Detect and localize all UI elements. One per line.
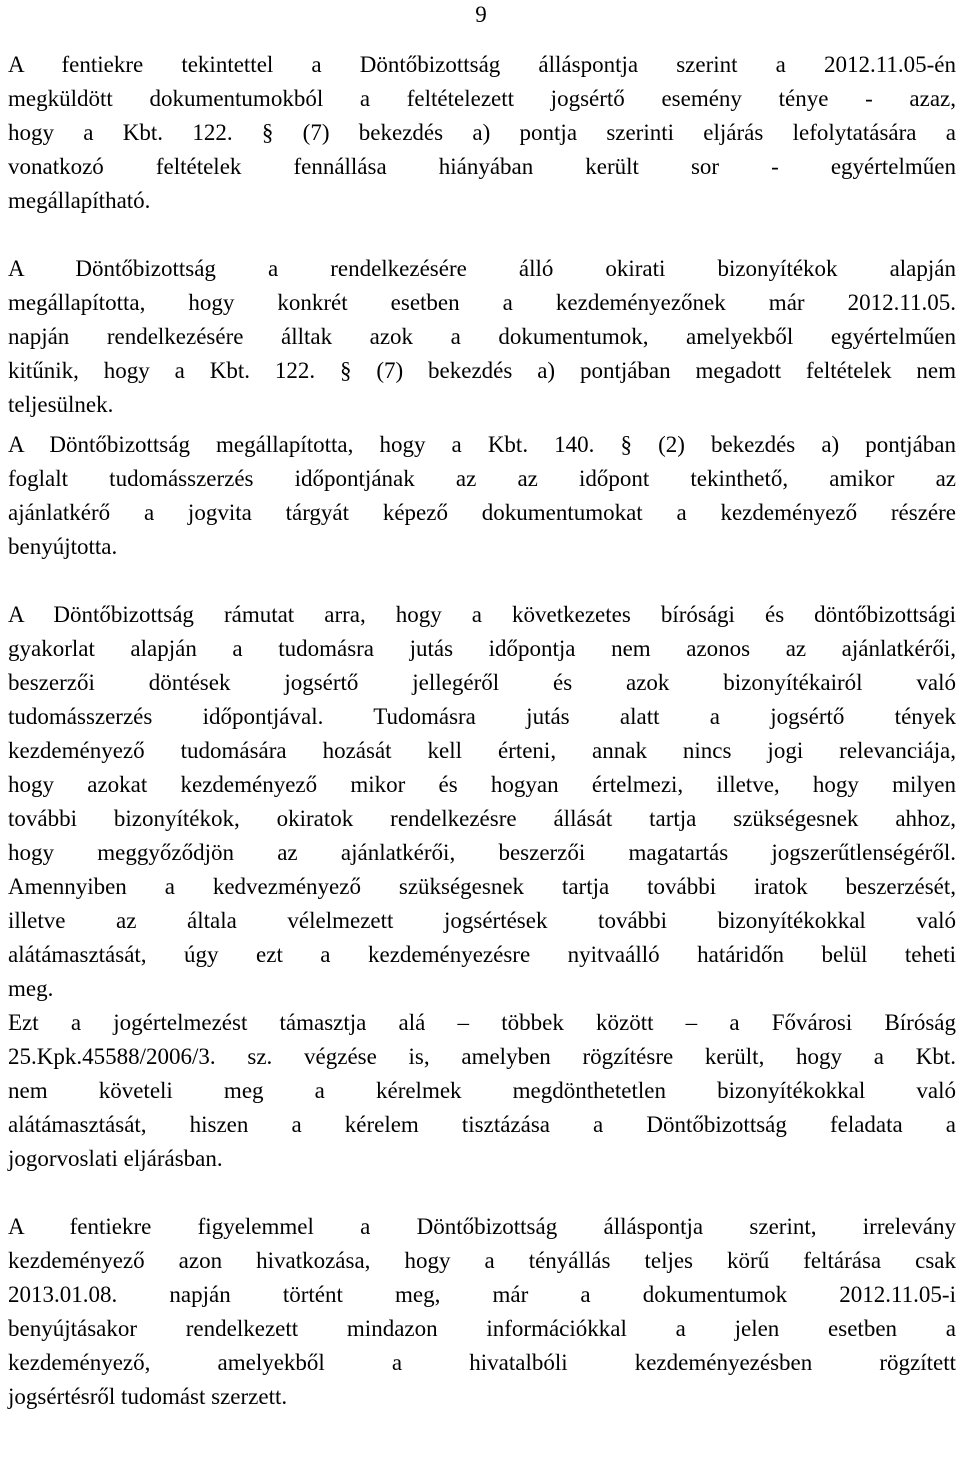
- text-line: további bizonyítékok, okiratok rendelkezésre állását tartja szükségesnek ahhoz,: [8, 806, 956, 831]
- text-line: A fentiekre tekintettel a Döntőbizottság álláspontja szerint a 2012.11.05-én: [8, 52, 956, 77]
- paragraph-5: [8, 1006, 956, 1176]
- text-line: A Döntőbizottság megállapította, hogy a Kbt. 140. § (2) bekezdés a) pontjában: [8, 432, 956, 457]
- text-line: foglalt tudomásszerzés időpontjának az az időpont tekinthető, amikor az: [8, 466, 956, 491]
- text-line: alátámasztását, hiszen a kérelem tisztázása a Döntőbizottság feladata a: [8, 1112, 956, 1137]
- text-line: beszerzői döntések jogsértő jellegéről és azok bizonyítékairól való: [8, 670, 956, 695]
- text-line: kezdeményező, amelyekből a hivatalbóli kezdeményezésben rögzített: [8, 1350, 956, 1375]
- text-line: megállapítható.: [8, 188, 151, 213]
- text-line: megállapította, hogy konkrét esetben a kezdeményezőnek már 2012.11.05.: [8, 290, 956, 315]
- paragraph-4: [8, 598, 956, 1006]
- text-line: Amennyiben a kedvezményező szükségesnek tartja további iratok beszerzését,: [8, 874, 956, 899]
- paragraph-6: [8, 1210, 956, 1414]
- text-line: nem követeli meg a kérelmek megdönthetetlen bizonyítékokkal való: [8, 1078, 956, 1103]
- page-number: 9: [475, 2, 487, 27]
- text-line: kitűnik, hogy a Kbt. 122. § (7) bekezdés a) pontjában megadott feltételek nem: [8, 358, 956, 383]
- text-line: A Döntőbizottság rámutat arra, hogy a következetes bírósági és döntőbizottsági: [8, 602, 956, 627]
- paragraph-2: [8, 252, 956, 422]
- text-line: jogorvoslati eljárásban.: [8, 1146, 223, 1171]
- paragraph-1: [8, 48, 956, 218]
- text-line: 2013.01.08. napján történt meg, már a dokumentumok 2012.11.05-i: [8, 1282, 956, 1307]
- text-line: A fentiekre figyelemmel a Döntőbizottság álláspontja szerint, irrelevány: [8, 1214, 956, 1239]
- text-line: hogy meggyőződjön az ajánlatkérői, beszerzői magatartás jogszerűtlenségéről.: [8, 840, 956, 865]
- text-line: napján rendelkezésére álltak azok a dokumentumok, amelyekből egyértelműen: [8, 324, 956, 349]
- text-line: hogy azokat kezdeményező mikor és hogyan értelmezi, illetve, hogy milyen: [8, 772, 956, 797]
- paragraph-3: [8, 428, 956, 564]
- text-line: Ezt a jogértelmezést támasztja alá – többek között – a Fővárosi Bíróság: [8, 1010, 956, 1035]
- text-line: alátámasztását, úgy ezt a kezdeményezésre nyitvaálló határidőn belül teheti: [8, 942, 956, 967]
- text-line: vonatkozó feltételek fennállása hiányában került sor - egyértelműen: [8, 154, 956, 179]
- text-line: teljesülnek.: [8, 392, 114, 417]
- text-line: benyújtotta.: [8, 534, 118, 559]
- text-line: hogy a Kbt. 122. § (7) bekezdés a) pontja szerinti eljárás lefolytatására a: [8, 120, 956, 145]
- text-line: kezdeményező azon hivatkozása, hogy a tényállás teljes körű feltárása csak: [8, 1248, 956, 1273]
- text-line: ajánlatkérő a jogvita tárgyát képező dokumentumokat a kezdeményező részére: [8, 500, 956, 525]
- text-line: jogsértésről tudomást szerzett.: [8, 1384, 288, 1409]
- text-line: gyakorlat alapján a tudomásra jutás időpontja nem azonos az ajánlatkérői,: [8, 636, 956, 661]
- text-line: 25.Kpk.45588/2006/3. sz. végzése is, amelyben rögzítésre került, hogy a Kbt.: [8, 1044, 956, 1069]
- text-line: A Döntőbizottság a rendelkezésére álló okirati bizonyítékok alapján: [8, 256, 956, 281]
- text-line: kezdeményező tudomására hozását kell érteni, annak nincs jogi relevanciája,: [8, 738, 956, 763]
- text-line: illetve az általa vélelmezett jogsértések további bizonyítékokkal való: [8, 908, 956, 933]
- text-line: megküldött dokumentumokból a feltételezett jogsértő esemény ténye - azaz,: [8, 86, 956, 111]
- text-line: tudomásszerzés időpontjával. Tudomásra jutás alatt a jogsértő tények: [8, 704, 956, 729]
- text-line: meg.: [8, 976, 54, 1001]
- text-line: benyújtásakor rendelkezett mindazon információkkal a jelen esetben a: [8, 1316, 956, 1341]
- document-body: [8, 48, 956, 1414]
